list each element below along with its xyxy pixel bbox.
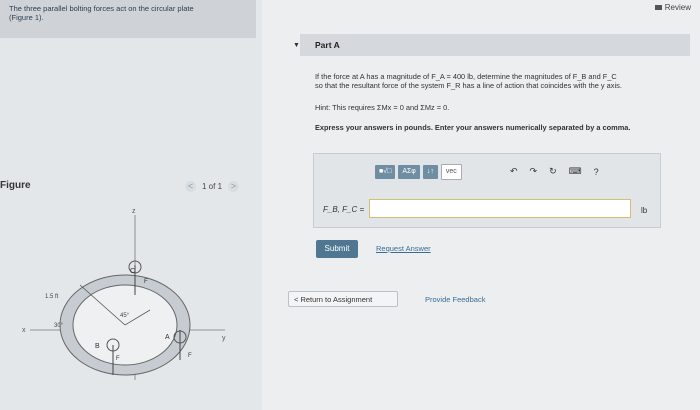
problem-statement <box>0 0 256 38</box>
part-header[interactable] <box>293 34 690 56</box>
templates-button[interactable]: ■√□ <box>375 165 395 179</box>
undo-icon[interactable]: ↶ <box>510 166 518 176</box>
help-icon[interactable]: ? <box>593 166 599 177</box>
request-answer-link[interactable]: Request Answer <box>376 244 431 253</box>
figure-page-count: 1 of 1 <box>202 182 223 191</box>
point-a-label: A <box>165 334 170 341</box>
reset-icon[interactable]: ↻ <box>549 166 557 176</box>
question-text <box>315 72 680 90</box>
figure-pager <box>185 181 239 192</box>
z-axis-label: z <box>132 208 136 215</box>
radius-label: 1.5 ft <box>45 294 59 300</box>
math-toolbar <box>375 164 462 180</box>
symbols-button[interactable]: ΑΣφ <box>398 165 420 179</box>
force-b-label: F <box>116 356 120 362</box>
submit-button[interactable]: Submit <box>316 240 358 258</box>
redo-icon[interactable]: ↷ <box>529 166 538 176</box>
review-label: Review <box>664 3 691 12</box>
return-to-assignment-button[interactable]: < Return to Assignment <box>288 291 398 307</box>
question-line-1: If the force at A has a magnitude of F_A = 400 lb, determine the magnitudes of F_B and F_C <box>315 72 617 81</box>
review-link[interactable] <box>655 3 691 12</box>
answer-label: F_B, F_C = <box>323 205 365 214</box>
question-line-2: so that the resultant force of the system F_R has a line of action that coincides with the y axis. <box>315 81 622 90</box>
force-a-label: F <box>188 353 192 359</box>
provide-feedback-link[interactable]: Provide Feedback <box>425 295 486 304</box>
problem-line-2[interactable]: (Figure 1). <box>9 13 44 22</box>
problem-line-1: The three parallel bolting forces act on the circular plate <box>9 4 194 13</box>
collapse-triangle-icon[interactable]: ▼ <box>293 42 300 49</box>
vec-button[interactable]: vec <box>441 164 462 180</box>
angle-30-label: 30° <box>54 323 64 329</box>
point-b-label: B <box>95 343 100 350</box>
sort-button[interactable]: ↓↑ <box>423 165 438 179</box>
angle-45-label: 45° <box>120 313 130 319</box>
figure-heading: Figure <box>0 180 31 191</box>
review-icon <box>655 5 662 10</box>
answer-input[interactable] <box>369 199 631 218</box>
answer-unit: lb <box>641 206 648 215</box>
prev-figure-button[interactable]: < <box>185 181 196 192</box>
toolbar-icons <box>510 166 599 177</box>
next-figure-button[interactable]: > <box>228 181 239 192</box>
force-c-label: F <box>144 279 148 285</box>
part-title: Part A <box>315 40 340 50</box>
keyboard-icon[interactable]: ⌨ <box>568 166 582 176</box>
y-axis-label: y <box>222 335 226 342</box>
point-c-label: C <box>130 268 136 275</box>
plate-figure <box>20 205 240 395</box>
hint-text: Hint: This requires ΣMx = 0 and ΣMz = 0. <box>315 103 450 112</box>
instructions-text: Express your answers in pounds. Enter your answers numerically separated by a comma. <box>315 123 631 132</box>
x-axis-label: x <box>22 327 26 334</box>
